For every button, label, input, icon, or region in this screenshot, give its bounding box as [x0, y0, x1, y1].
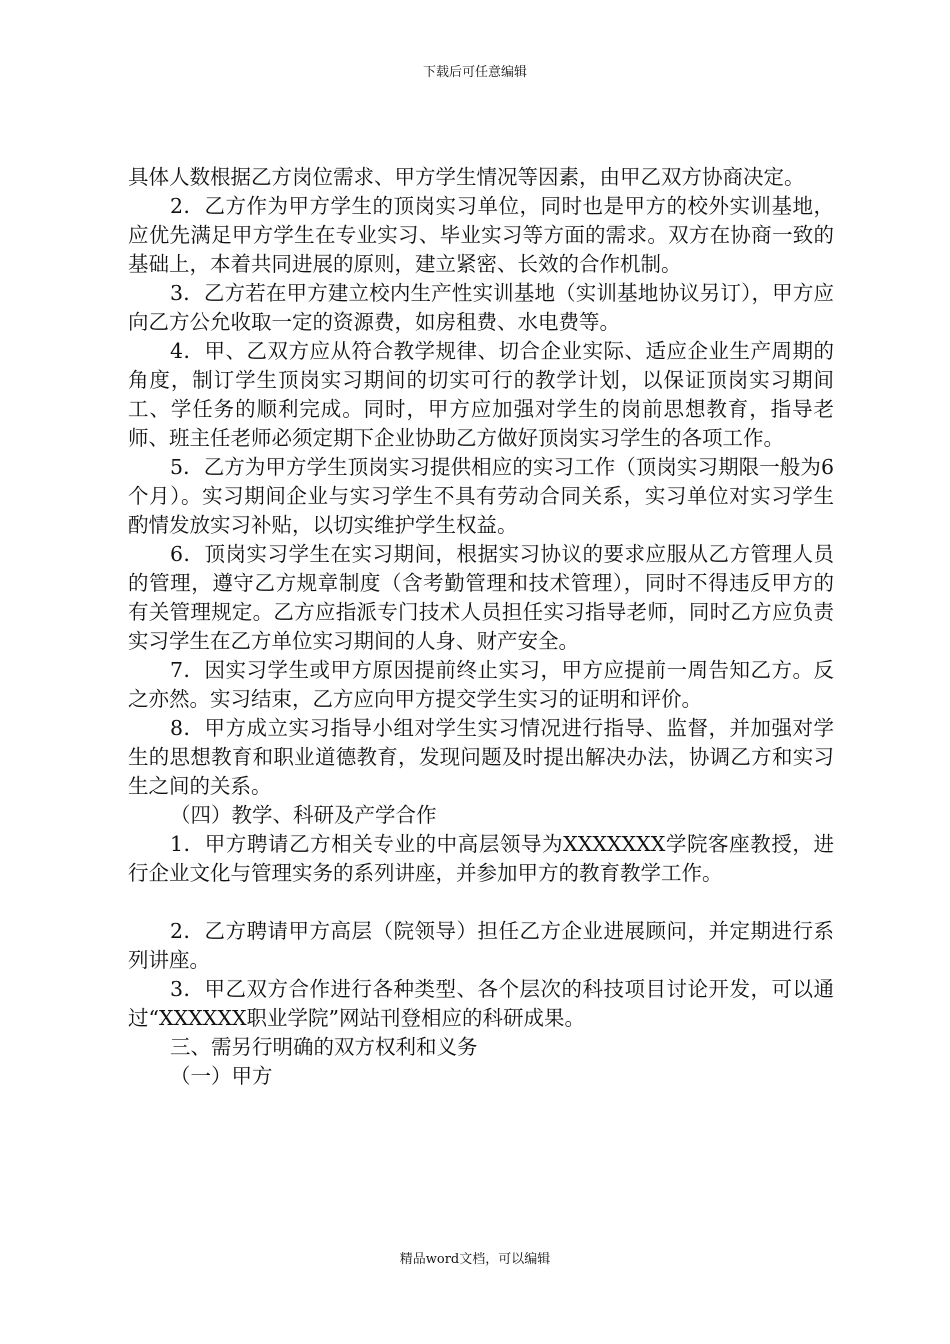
paragraph-item-8: 8．甲方成立实习指导小组对学生实习情况进行指导、监督，并加强对学生的思想教育和职业道德教育，发现问题及时提出解决办法，协调乙方和实习生之间的关系。 [128, 716, 834, 798]
section-heading-teaching-research: （四）教学、科研及产学合作 [170, 803, 437, 827]
paragraph-item-3: 3．乙方若在甲方建立校内生产性实训基地（实训基地协议另订），甲方应向乙方公允收取一定的资源费，如房租费、水电费等。 [128, 281, 834, 334]
paragraph-item-2: 2．乙方作为甲方学生的顶岗实习单位，同时也是甲方的校外实训基地，应优先满足甲方学生在专业实习、毕业实习等方面的需求。双方在协商一致的基础上，本着共同进展的原则，建立紧密、长效的合作机制。 [128, 194, 834, 276]
paragraph-continued: 具体人数根据乙方岗位需求、甲方学生情况等因素，由甲乙双方协商决定。 [128, 165, 805, 189]
blank-line [128, 888, 834, 917]
document-body [128, 163, 834, 1091]
paragraph-item-5: 5．乙方为甲方学生顶岗实习提供相应的实习工作（顶岗实习期限一般为6个月）。实习期间企业与实习学生不具有劳动合同关系，实习单位对实习学生酌情发放实习补贴，以切实维护学生权益。 [128, 455, 834, 537]
paragraph-section4-item-3: 3．甲乙双方合作进行各种类型、各个层次的科技项目讨论开发，可以通过“XXXXXX职业学院”网站刊登相应的科研成果。 [128, 977, 834, 1030]
page-header: 下载后可任意编辑 [422, 65, 527, 80]
subsection-heading-party-a: （一）甲方 [170, 1064, 273, 1088]
paragraph-item-6: 6．顶岗实习学生在实习期间，根据实习协议的要求应服从乙方管理人员的管理，遵守乙方规章制度（含考勤管理和技术管理），同时不得违反甲方的有关管理规定。乙方应指派专门技术人员担任实习指导老师，同时乙方应负责实习学生在乙方单位实习期间的人身、财产安全。 [128, 542, 834, 653]
paragraph-item-4: 4．甲、乙双方应从符合教学规律、切合企业实际、适应企业生产周期的角度，制订学生顶岗实习期间的切实可行的教学计划，以保证顶岗实习期间工、学任务的顺利完成。同时，甲方应加强对学生的岗前思想教育，指导老师、班主任老师必须定期下企业协助乙方做好顶岗实习学生的各项工作。 [128, 339, 834, 450]
section-heading-rights-obligations: 三、需另行明确的双方权利和义务 [170, 1035, 478, 1059]
paragraph-section4-item-1: 1．甲方聘请乙方相关专业的中高层领导为XXXXXXX学院客座教授，进行企业文化与管理实务的系列讲座，并参加甲方的教育教学工作。 [128, 832, 834, 885]
paragraph-section4-item-2: 2．乙方聘请甲方高层（院领导）担任乙方企业进展顾问，并定期进行系列讲座。 [128, 919, 834, 972]
paragraph-item-7: 7．因实习学生或甲方原因提前终止实习，甲方应提前一周告知乙方。反之亦然。实习结束，乙方应向甲方提交学生实习的证明和评价。 [128, 658, 834, 711]
page-footer: 精品word文档，可以编辑 [399, 1252, 551, 1267]
